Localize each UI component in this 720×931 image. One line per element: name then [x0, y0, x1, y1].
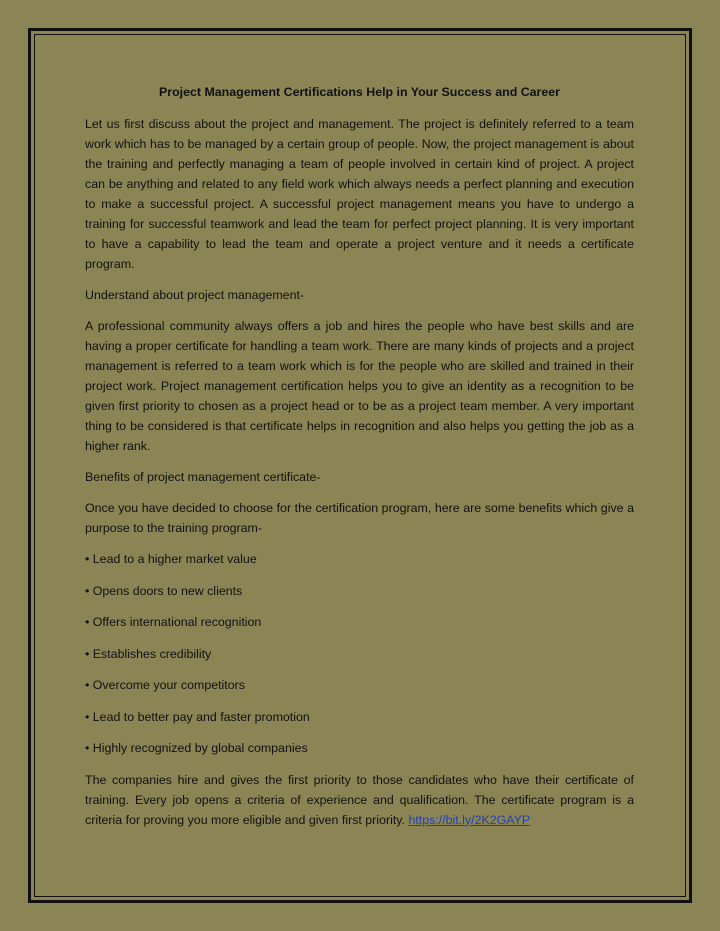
closing-text: The companies hire and gives the first priority to those candidates who have their certificate of training. Every job opens a criteria of experience and qualification. The certificate program is a criteria for proving you more eligible and given first priority. — [85, 772, 634, 827]
bullet-item: • Lead to a higher market value — [85, 552, 257, 566]
bullet-item: • Highly recognized by global companies — [85, 741, 308, 755]
bullet-item: • Offers international recognition — [85, 615, 262, 629]
bullet-item: • Lead to better pay and faster promotion — [85, 709, 310, 724]
document-body — [85, 82, 634, 841]
bullet-item: • Overcome your competitors — [85, 678, 245, 692]
heading-benefits: Benefits of project management certificate- — [85, 470, 321, 484]
closing-paragraph — [85, 770, 634, 830]
professional-paragraph: A professional community always offers a job and hires the people who have best skills and are having a proper certificate for handling a team work. There are many kinds of projects and a project management is referred to a team work which is for the people who are skilled and trained in their project work. Project management certification helps you to give an identity as a recognition to be given first priority to chosen as a project head or to be as a project team member. A very important thing to be considered is that certificate helps in recognition and also helps you getting the job as a higher rank. — [85, 319, 634, 453]
heading-understand: Understand about project management- — [85, 288, 305, 302]
intro-paragraph: Let us first discuss about the project and management. The project is definitely referred to a team work which has to be managed by a certain group of people. Now, the project management is about the training and perfectly managing a team of people involved in certain kind of project. A project can be anything and related to any field work which always needs a perfect planning and execution to make a successful project. A successful project management means you have to undergo a training for successful teamwork and lead the team for perfect project planning. It is very important to have a capability to lead the team and operate a project venture and it needs a certificate program. — [85, 117, 634, 271]
bullet-item: • Establishes credibility — [85, 646, 212, 661]
source-link[interactable]: https://bit.ly/2K2GAYP — [408, 812, 531, 827]
benefits-intro-paragraph: Once you have decided to choose for the certification program, here are some benefits which give a purpose to the training program- — [85, 501, 634, 535]
bullet-item: • Opens doors to new clients — [85, 583, 243, 598]
document-title: Project Management Certifications Help in Your Success and Career — [159, 85, 560, 99]
